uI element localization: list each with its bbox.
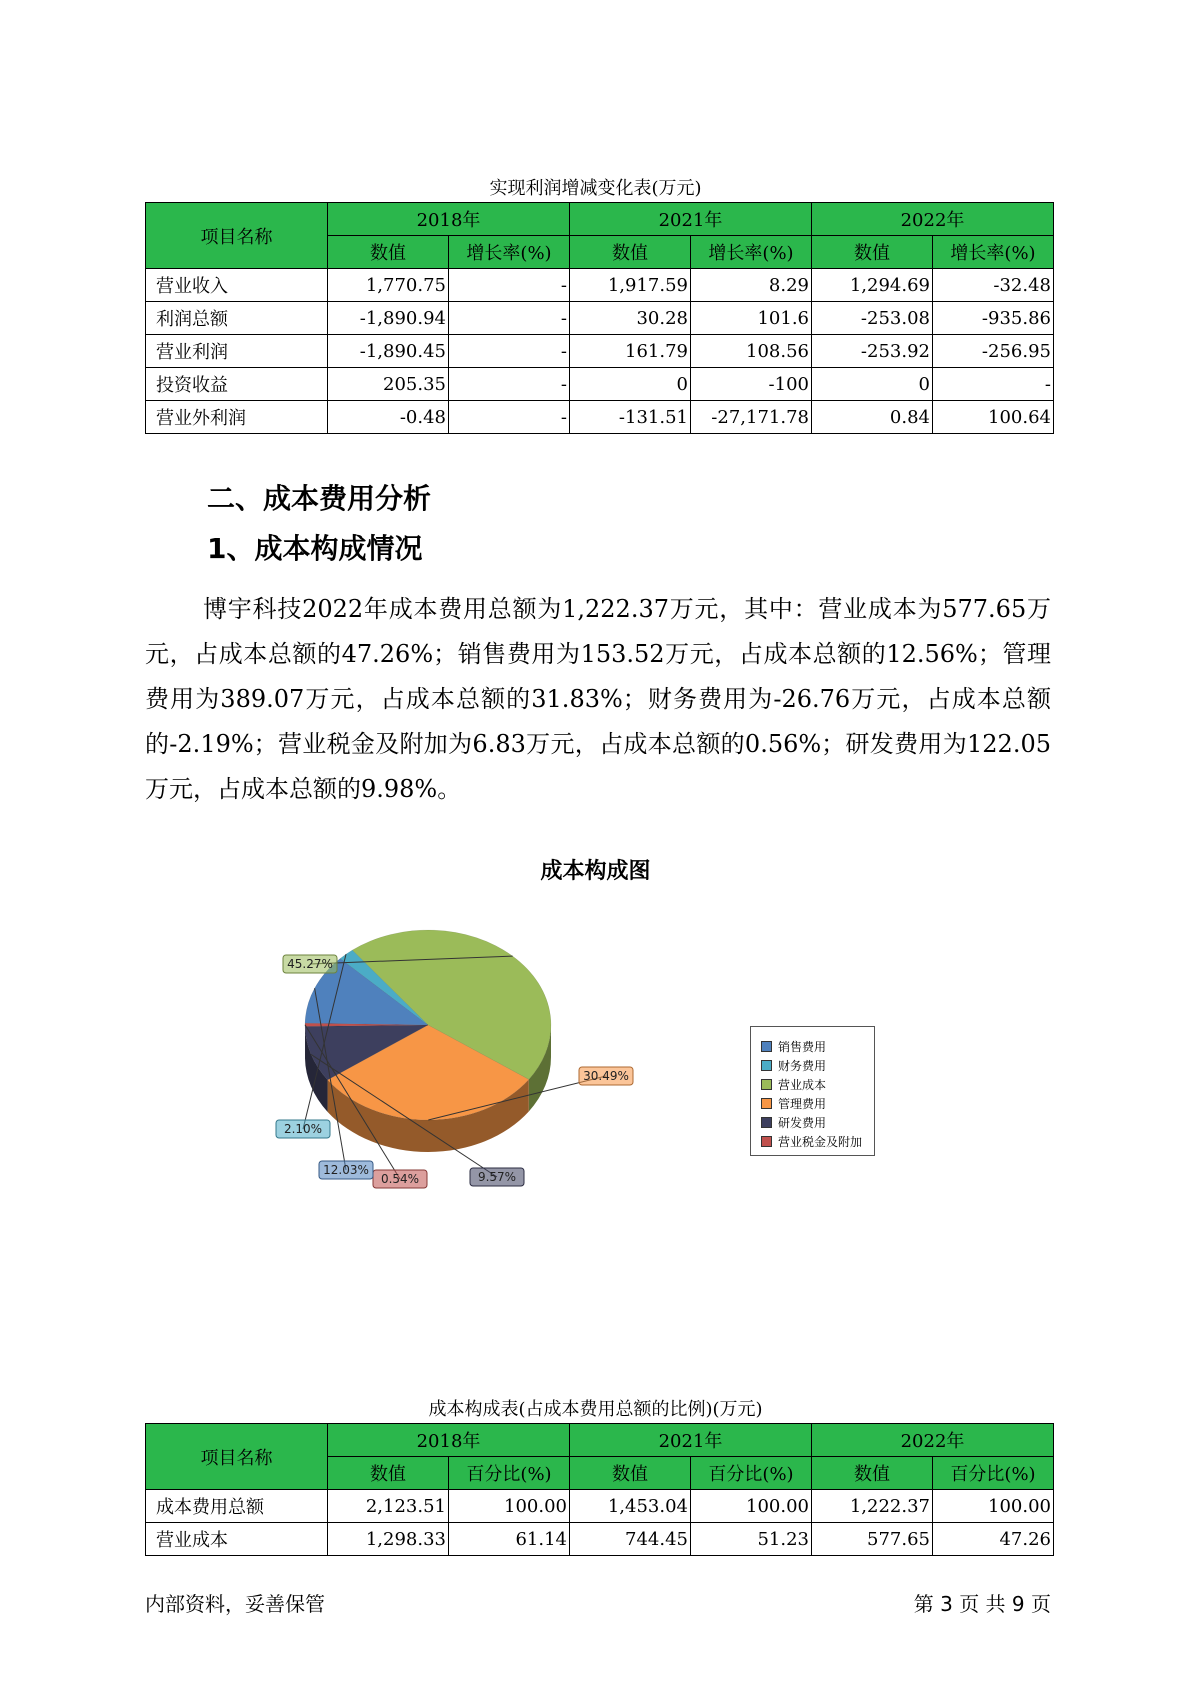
data-label: 12.03% [323,1163,369,1177]
table-cell: -32.48 [933,269,1054,302]
table-cell: 2,123.51 [328,1490,449,1523]
legend-swatch [761,1060,772,1071]
legend-swatch [761,1079,772,1090]
table-cell: - [933,368,1054,401]
table-cell: -0.48 [328,401,449,434]
header-sub: 百分比(%) [691,1457,812,1490]
header-year: 2021年 [570,1424,812,1457]
legend-label: 营业税金及附加 [778,1135,863,1149]
row-label: 营业收入 [146,269,328,302]
chart-legend [750,1026,875,1156]
legend-swatch [761,1117,772,1128]
legend-label: 研发费用 [778,1116,827,1130]
table-cell: 108.56 [691,335,812,368]
header-sub: 数值 [328,236,449,269]
table-cell: - [449,368,570,401]
table-cell: -253.92 [812,335,933,368]
table-cell: 205.35 [328,368,449,401]
row-label: 营业外利润 [146,401,328,434]
header-year: 2022年 [812,203,1054,236]
table-cell: 161.79 [570,335,691,368]
row-label: 成本费用总额 [146,1490,328,1523]
header-sub: 数值 [812,1457,933,1490]
legend-label: 管理费用 [778,1097,827,1111]
row-label: 利润总额 [146,302,328,335]
table-cell: 0 [570,368,691,401]
legend-item [761,1113,874,1132]
table-cell: 100.00 [691,1490,812,1523]
row-label: 营业成本 [146,1523,328,1556]
header-sub: 数值 [328,1457,449,1490]
table-cell: 1,298.33 [328,1523,449,1556]
data-label: 30.49% [583,1069,629,1083]
legend-label: 营业成本 [778,1078,827,1092]
header-year: 2018年 [328,203,570,236]
sub-heading: 1、成本构成情况 [207,532,423,565]
table-cell: 1,917.59 [570,269,691,302]
table-cell: -1,890.45 [328,335,449,368]
data-label: 0.54% [380,1172,420,1186]
table-cell: 577.65 [812,1523,933,1556]
header-sub: 增长率(%) [691,236,812,269]
section-heading: 二、成本费用分析 [207,482,432,515]
table-cell: - [449,401,570,434]
header-name: 项目名称 [146,1424,328,1490]
legend-swatch [761,1041,772,1052]
header-year: 2021年 [570,203,812,236]
footer-page: 第 3 页 共 9 页 [913,1592,1051,1616]
table-cell: 51.23 [691,1523,812,1556]
header-year: 2022年 [812,1424,1054,1457]
table-cell: -1,890.94 [328,302,449,335]
table-cell: 744.45 [570,1523,691,1556]
table-cell: 101.6 [691,302,812,335]
chart-title: 成本构成图 [540,859,651,884]
row-label: 投资收益 [146,368,328,401]
table-row [146,1523,1054,1556]
table-cell: 8.29 [691,269,812,302]
table-row [146,1490,1054,1523]
footer-left: 内部资料，妥善保管 [145,1592,325,1616]
cost-structure-table [145,1423,1054,1556]
table-cell: -256.95 [933,335,1054,368]
header-sub: 数值 [570,1457,691,1490]
table-cell: -253.08 [812,302,933,335]
legend-item [761,1132,874,1151]
table-cell: -131.51 [570,401,691,434]
table-cell: 1,770.75 [328,269,449,302]
table-cell: 1,294.69 [812,269,933,302]
header-sub: 数值 [570,236,691,269]
header-sub: 增长率(%) [449,236,570,269]
data-label: 45.27% [287,957,333,971]
table2-caption: 成本构成表(占成本费用总额的比例)(万元) [428,1399,763,1420]
legend-item [761,1094,874,1113]
data-label: 9.57% [477,1170,517,1184]
legend-item [761,1037,874,1056]
table-cell: 61.14 [449,1523,570,1556]
table-cell: - [449,335,570,368]
table-cell: -27,171.78 [691,401,812,434]
legend-swatch [761,1136,772,1147]
table-cell: 30.28 [570,302,691,335]
header-sub: 百分比(%) [449,1457,570,1490]
legend-label: 销售费用 [778,1040,827,1054]
legend-swatch [761,1098,772,1109]
paragraph-text: 博宇科技2022年成本费用总额为1,222.37万元，其中：营业成本为577.65万元，占成本总额的47.26%；销售费用为153.52万元，占成本总额的12.56%；管理费用为389.07万元，占成本总额的31.83%；财务费用为-26.76万元，占成本总额的-2.19%；营业税金及附加为6.83万元，占成本总额的0.56%；研发费用为122.05万元，占成本总额的9.98%。 [145,595,1051,803]
table-cell: 47.26 [933,1523,1054,1556]
legend-item [761,1075,874,1094]
header-sub: 数值 [812,236,933,269]
legend-label: 财务费用 [778,1059,827,1073]
table-cell: -935.86 [933,302,1054,335]
header-year: 2018年 [328,1424,570,1457]
table-cell: 1,222.37 [812,1490,933,1523]
table-cell: 0 [812,368,933,401]
table-cell: 1,453.04 [570,1490,691,1523]
header-sub: 百分比(%) [933,1457,1054,1490]
table-cell: - [449,269,570,302]
table-cell: 100.64 [933,401,1054,434]
header-name: 项目名称 [146,203,328,269]
data-label: 2.10% [283,1122,323,1136]
table-cell: -100 [691,368,812,401]
table-cell: - [449,302,570,335]
header-sub: 增长率(%) [933,236,1054,269]
table-cell: 100.00 [449,1490,570,1523]
row-label: 营业利润 [146,335,328,368]
table-cell: 0.84 [812,401,933,434]
table-cell: 100.00 [933,1490,1054,1523]
legend-item [761,1056,874,1075]
table1-caption: 实现利润增减变化表(万元) [489,178,702,199]
